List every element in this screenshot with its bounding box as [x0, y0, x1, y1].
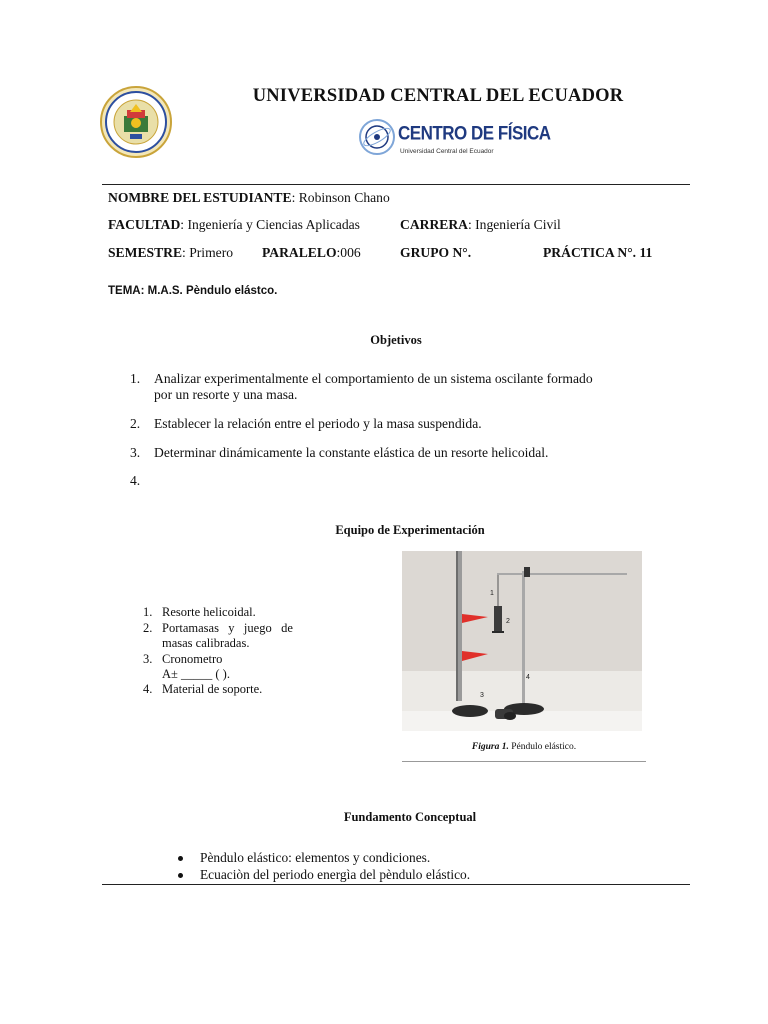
tema-row	[108, 285, 277, 297]
figure-label-3: 3	[480, 692, 484, 699]
equipment-number: 3.	[143, 652, 153, 666]
practice-row	[543, 245, 652, 261]
equipment-heading: Equipo de Experimentación	[335, 523, 485, 537]
objective-item: Determinar dinámicamente la constante elástica de un resorte helicoidal.	[154, 445, 549, 460]
career-row	[400, 217, 561, 233]
parallel-label: PARALELO	[262, 245, 337, 260]
figure-label-1: 1	[490, 590, 494, 597]
tema-value: M.A.S. Pèndulo elástco.	[144, 285, 278, 297]
objective-item-continued: por un resorte y una masa.	[154, 387, 298, 402]
equipment-item: Cronometro	[162, 652, 223, 666]
equipment-number: 1.	[143, 605, 153, 619]
bottom-divider	[102, 884, 690, 885]
student-name-value: : Robinson Chano	[291, 190, 390, 205]
physics-center-name: CENTRO DE FÍSICA	[398, 122, 551, 144]
faculty-label: FACULTAD	[108, 217, 181, 232]
faculty-value: : Ingeniería y Ciencias Aplicadas	[180, 217, 360, 232]
career-value: : Ingeniería Civil	[467, 217, 561, 232]
parallel-value: :006	[336, 245, 361, 260]
career-label: CARRERA	[400, 217, 468, 232]
tema-label: TEMA:	[108, 285, 145, 297]
figure-caption-text: Péndulo elástico.	[508, 742, 577, 752]
equipment-item: Resorte helicoidal.	[162, 605, 256, 619]
fundamento-heading: Fundamento Conceptual	[343, 810, 477, 824]
objective-number: 1.	[130, 371, 141, 386]
physics-center-logo-icon	[358, 118, 396, 156]
objective-number: 2.	[130, 416, 141, 431]
objective-item: Establecer la relación entre el periodo y la masa suspendida.	[154, 416, 482, 431]
bullet-icon	[178, 873, 183, 878]
objective-number: 4.	[130, 473, 141, 488]
group-row	[400, 245, 471, 261]
semester-value: : Primero	[182, 245, 234, 260]
faculty-row	[108, 217, 360, 233]
semester-label: SEMESTRE	[108, 245, 183, 260]
bullet-icon	[178, 856, 183, 861]
figure-caption	[402, 742, 646, 752]
fundamento-item: Ecuaciòn del periodo energìa del pèndulo elástico.	[200, 867, 471, 882]
equipment-item-continued: A± _____ ( ).	[162, 667, 230, 681]
equipment-item: Portamasas y juego de	[162, 621, 293, 635]
equipment-number: 2.	[143, 621, 153, 635]
figure-label-4: 4	[526, 674, 530, 681]
student-name-row	[108, 190, 390, 206]
physics-center-subtitle: Universidad Central del Ecuador	[400, 148, 494, 155]
objectives-heading: Objetivos	[370, 333, 422, 347]
fundamento-item: Pèndulo elástico: elementos y condiciones.	[200, 850, 431, 865]
figure-label-2: 2	[506, 618, 510, 625]
equipment-item: Material de soporte.	[162, 682, 263, 696]
figure-caption-label: Figura 1.	[471, 742, 509, 752]
elastic-pendulum-photo	[402, 551, 642, 731]
group-label: GRUPO N°.	[400, 245, 472, 260]
objective-number: 3.	[130, 445, 141, 460]
equipment-item-continued: masas calibradas.	[162, 636, 250, 650]
top-divider	[102, 184, 690, 185]
university-title: UNIVERSIDAD CENTRAL DEL ECUADOR	[252, 86, 624, 106]
parallel-row	[262, 245, 361, 261]
equipment-number: 4.	[143, 682, 153, 696]
semester-row	[108, 245, 233, 261]
student-name-label: NOMBRE DEL ESTUDIANTE	[108, 190, 292, 205]
practice-label: PRÁCTICA N°. 11	[543, 245, 653, 260]
objective-item: Analizar experimentalmente el comportamiento de un sistema oscilante formado	[154, 371, 593, 386]
